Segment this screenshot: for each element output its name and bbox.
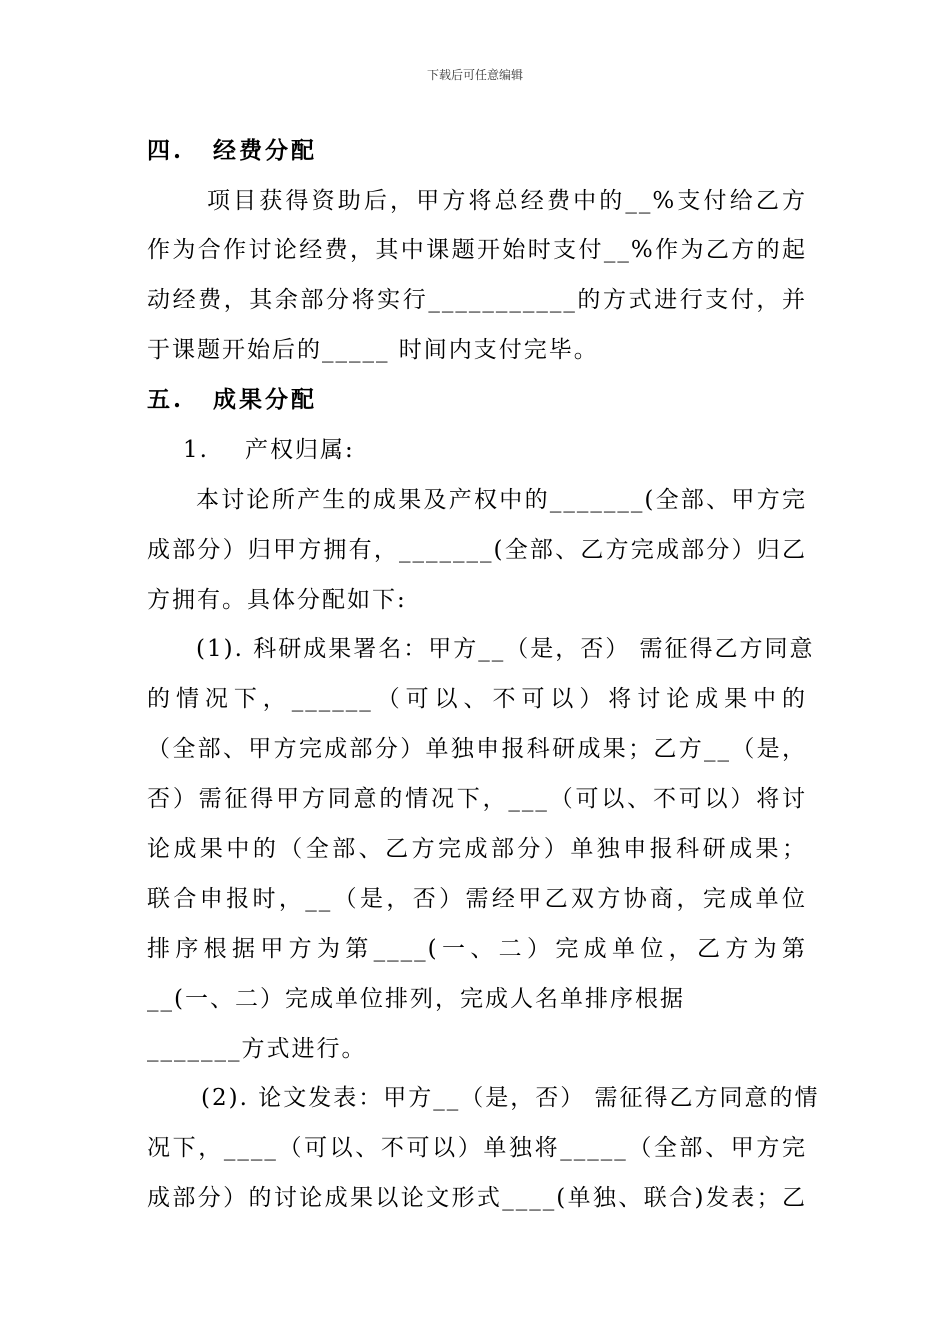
paragraph-line: __(一、二）完成单位排列，完成人名单排序根据 xyxy=(147,986,685,1012)
section-4-line: 项目获得资助后，甲方将总经费中的__%支付给乙方 xyxy=(207,188,807,214)
item-1-label: 产权归属: xyxy=(245,437,355,463)
item-1-number: 1. xyxy=(183,437,209,463)
section-4-heading xyxy=(147,136,807,166)
section-4-line: 于课题开始后的_____ 时间内支付完毕。 xyxy=(147,337,599,363)
paragraph-line: 成部分）归甲方拥有，_______(全部、乙方完成部分）归乙 xyxy=(147,537,807,563)
paragraph-line: 联合申报时，__（是，否）需经甲乙双方协商，完成单位 xyxy=(147,886,807,912)
paragraph-line: 论成果中的（全部、乙方完成部分）单独申报科研成果； xyxy=(147,836,807,862)
section-5-heading xyxy=(147,385,807,415)
section-4-number: 四. xyxy=(147,137,185,164)
item-1-heading xyxy=(183,435,843,465)
paragraph-line: 况下，____（可以、不可以）单独将_____（全部、甲方完 xyxy=(147,1135,807,1161)
paragraph-line: 本讨论所产生的成果及产权中的_______(全部、甲方完 xyxy=(196,487,807,513)
section-4-title: 经费分配 xyxy=(213,137,317,164)
section-4-line: 动经费，其余部分将实行___________的方式进行支付，并 xyxy=(147,287,807,313)
paragraph-line: 排序根据甲方为第____(一、二）完成单位，乙方为第 xyxy=(147,936,807,962)
paragraph-line: _______方式进行。 xyxy=(147,1036,367,1062)
paragraph-line: (2). 论文发表：甲方__（是，否） 需征得乙方同意的情 xyxy=(201,1085,820,1111)
paragraph-line: 方拥有。具体分配如下: xyxy=(147,587,407,613)
paragraph-line: 成部分）的讨论成果以论文形式____(单独、联合)发表；乙 xyxy=(147,1185,807,1211)
section-5-title: 成果分配 xyxy=(213,386,317,413)
paragraph-line: （全部、甲方完成部分）单独申报科研成果；乙方__（是， xyxy=(147,736,807,762)
paragraph-line: (1). 科研成果署名：甲方__（是，否） 需征得乙方同意 xyxy=(196,636,815,662)
page-header: 下载后可任意编辑 xyxy=(426,68,523,82)
paragraph-line: 的情况下，______（可以、不可以）将讨论成果中的 xyxy=(147,686,807,712)
section-5-number: 五. xyxy=(147,386,185,413)
paragraph-line: 否）需征得甲方同意的情况下，___（可以、不可以）将讨 xyxy=(147,786,807,812)
section-4-line: 作为合作讨论经费，其中课题开始时支付__%作为乙方的起 xyxy=(147,237,807,263)
